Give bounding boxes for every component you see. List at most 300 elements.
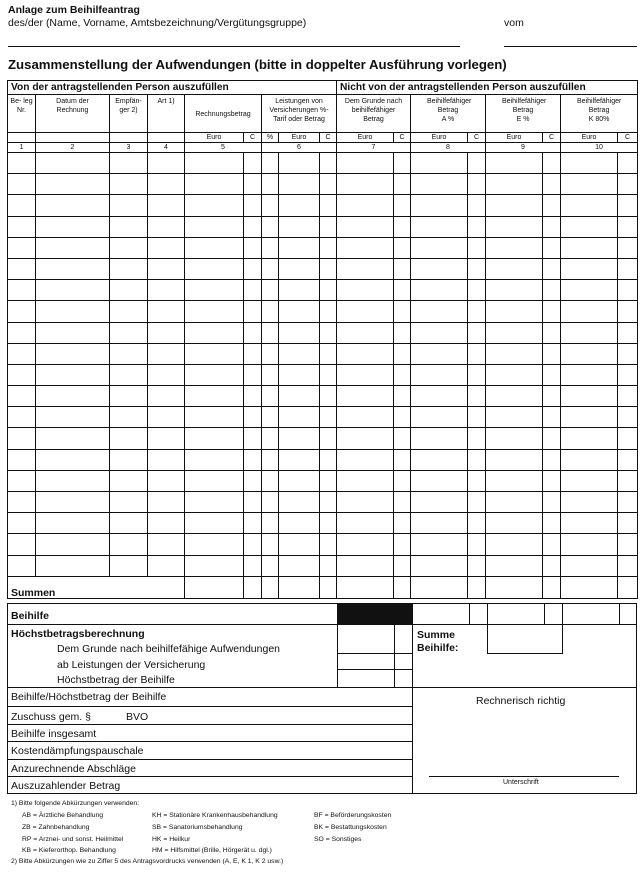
entry-cell[interactable]	[262, 153, 279, 174]
entry-cell[interactable]	[543, 237, 561, 258]
entry-cell[interactable]	[110, 407, 148, 428]
entry-cell[interactable]	[486, 301, 543, 322]
entry-cell[interactable]	[148, 280, 185, 301]
entry-cell[interactable]	[36, 280, 110, 301]
entry-cell[interactable]	[8, 555, 36, 576]
entry-cell[interactable]	[148, 513, 185, 534]
entry-cell[interactable]	[110, 195, 148, 216]
entry-cell[interactable]	[244, 258, 262, 279]
entry-cell[interactable]	[36, 343, 110, 364]
entry-cell[interactable]	[394, 280, 411, 301]
entry-cell[interactable]	[486, 174, 543, 195]
entry-cell[interactable]	[8, 343, 36, 364]
entry-cell[interactable]	[468, 258, 486, 279]
entry-cell[interactable]	[486, 237, 543, 258]
entry-cell[interactable]	[618, 237, 638, 258]
entry-cell[interactable]	[110, 492, 148, 513]
applicant-line[interactable]	[8, 46, 460, 47]
entry-cell[interactable]	[486, 280, 543, 301]
entry-cell[interactable]	[262, 449, 279, 470]
entry-cell[interactable]	[36, 555, 110, 576]
entry-cell[interactable]	[561, 449, 618, 470]
entry-cell[interactable]	[543, 492, 561, 513]
entry-cell[interactable]	[36, 195, 110, 216]
entry-cell[interactable]	[337, 470, 394, 491]
entry-cell[interactable]	[8, 258, 36, 279]
entry-cell[interactable]	[320, 513, 337, 534]
entry-cell[interactable]	[185, 216, 244, 237]
entry-cell[interactable]	[337, 216, 394, 237]
entry-cell[interactable]	[486, 428, 543, 449]
date-line[interactable]	[504, 46, 637, 47]
entry-cell[interactable]	[320, 343, 337, 364]
entry-cell[interactable]	[185, 322, 244, 343]
entry-cell[interactable]	[244, 555, 262, 576]
entry-cell[interactable]	[36, 237, 110, 258]
entry-cell[interactable]	[486, 386, 543, 407]
entry-cell[interactable]	[543, 364, 561, 385]
entry-cell[interactable]	[279, 301, 320, 322]
entry-cell[interactable]	[618, 470, 638, 491]
entry-cell[interactable]	[320, 555, 337, 576]
entry-cell[interactable]	[148, 322, 185, 343]
entry-cell[interactable]	[561, 216, 618, 237]
entry-cell[interactable]	[244, 343, 262, 364]
entry-cell[interactable]	[244, 322, 262, 343]
entry-cell[interactable]	[279, 470, 320, 491]
entry-cell[interactable]	[561, 386, 618, 407]
entry-cell[interactable]	[561, 343, 618, 364]
entry-cell[interactable]	[36, 153, 110, 174]
summen-cell[interactable]	[486, 576, 543, 598]
summen-cell[interactable]	[543, 576, 561, 598]
entry-cell[interactable]	[148, 174, 185, 195]
entry-cell[interactable]	[411, 301, 468, 322]
entry-cell[interactable]	[148, 534, 185, 555]
entry-cell[interactable]	[468, 322, 486, 343]
entry-cell[interactable]	[148, 216, 185, 237]
entry-cell[interactable]	[279, 449, 320, 470]
entry-cell[interactable]	[185, 492, 244, 513]
entry-cell[interactable]	[411, 195, 468, 216]
entry-cell[interactable]	[468, 343, 486, 364]
entry-cell[interactable]	[148, 153, 185, 174]
entry-cell[interactable]	[148, 555, 185, 576]
entry-cell[interactable]	[110, 449, 148, 470]
entry-cell[interactable]	[244, 301, 262, 322]
entry-cell[interactable]	[543, 301, 561, 322]
entry-cell[interactable]	[468, 364, 486, 385]
entry-cell[interactable]	[337, 280, 394, 301]
entry-cell[interactable]	[320, 407, 337, 428]
entry-cell[interactable]	[543, 513, 561, 534]
entry-cell[interactable]	[279, 153, 320, 174]
entry-cell[interactable]	[411, 513, 468, 534]
entry-cell[interactable]	[561, 513, 618, 534]
entry-cell[interactable]	[244, 364, 262, 385]
entry-cell[interactable]	[468, 386, 486, 407]
entry-cell[interactable]	[262, 174, 279, 195]
entry-cell[interactable]	[262, 470, 279, 491]
entry-cell[interactable]	[411, 153, 468, 174]
entry-cell[interactable]	[320, 258, 337, 279]
entry-cell[interactable]	[262, 364, 279, 385]
entry-cell[interactable]	[394, 386, 411, 407]
entry-cell[interactable]	[148, 470, 185, 491]
entry-cell[interactable]	[561, 407, 618, 428]
entry-cell[interactable]	[394, 492, 411, 513]
entry-cell[interactable]	[618, 428, 638, 449]
entry-cell[interactable]	[8, 470, 36, 491]
entry-cell[interactable]	[279, 364, 320, 385]
entry-cell[interactable]	[279, 555, 320, 576]
entry-cell[interactable]	[279, 280, 320, 301]
entry-cell[interactable]	[36, 174, 110, 195]
entry-cell[interactable]	[148, 301, 185, 322]
summe-beihilfe-box[interactable]	[487, 625, 563, 654]
entry-cell[interactable]	[543, 407, 561, 428]
entry-cell[interactable]	[244, 280, 262, 301]
entry-cell[interactable]	[543, 386, 561, 407]
entry-cell[interactable]	[411, 386, 468, 407]
entry-cell[interactable]	[561, 195, 618, 216]
entry-cell[interactable]	[279, 237, 320, 258]
summen-cell[interactable]	[337, 576, 394, 598]
entry-cell[interactable]	[279, 513, 320, 534]
summen-cell[interactable]	[468, 576, 486, 598]
entry-cell[interactable]	[468, 428, 486, 449]
entry-cell[interactable]	[8, 153, 36, 174]
entry-cell[interactable]	[36, 492, 110, 513]
entry-cell[interactable]	[543, 428, 561, 449]
entry-cell[interactable]	[337, 449, 394, 470]
entry-cell[interactable]	[320, 322, 337, 343]
entry-cell[interactable]	[618, 301, 638, 322]
entry-cell[interactable]	[411, 343, 468, 364]
entry-cell[interactable]	[110, 513, 148, 534]
entry-cell[interactable]	[411, 237, 468, 258]
entry-cell[interactable]	[36, 513, 110, 534]
entry-cell[interactable]	[262, 322, 279, 343]
entry-cell[interactable]	[279, 386, 320, 407]
entry-cell[interactable]	[411, 492, 468, 513]
entry-cell[interactable]	[8, 492, 36, 513]
entry-cell[interactable]	[543, 555, 561, 576]
entry-cell[interactable]	[8, 386, 36, 407]
entry-cell[interactable]	[185, 449, 244, 470]
entry-cell[interactable]	[618, 364, 638, 385]
entry-cell[interactable]	[394, 237, 411, 258]
entry-cell[interactable]	[262, 407, 279, 428]
entry-cell[interactable]	[262, 216, 279, 237]
entry-cell[interactable]	[411, 534, 468, 555]
entry-cell[interactable]	[148, 195, 185, 216]
entry-cell[interactable]	[337, 343, 394, 364]
entry-cell[interactable]	[411, 428, 468, 449]
entry-cell[interactable]	[618, 174, 638, 195]
entry-cell[interactable]	[185, 428, 244, 449]
entry-cell[interactable]	[8, 237, 36, 258]
entry-cell[interactable]	[279, 492, 320, 513]
entry-cell[interactable]	[486, 195, 543, 216]
entry-cell[interactable]	[337, 153, 394, 174]
entry-cell[interactable]	[337, 174, 394, 195]
entry-cell[interactable]	[411, 555, 468, 576]
entry-cell[interactable]	[320, 280, 337, 301]
entry-cell[interactable]	[110, 428, 148, 449]
entry-cell[interactable]	[8, 449, 36, 470]
summen-cell[interactable]	[394, 576, 411, 598]
entry-cell[interactable]	[411, 470, 468, 491]
entry-cell[interactable]	[8, 216, 36, 237]
entry-cell[interactable]	[185, 153, 244, 174]
entry-cell[interactable]	[394, 322, 411, 343]
entry-cell[interactable]	[36, 301, 110, 322]
entry-cell[interactable]	[618, 513, 638, 534]
summen-cell[interactable]	[244, 576, 262, 598]
entry-cell[interactable]	[543, 534, 561, 555]
entry-cell[interactable]	[486, 555, 543, 576]
entry-cell[interactable]	[8, 280, 36, 301]
entry-cell[interactable]	[618, 343, 638, 364]
entry-cell[interactable]	[262, 555, 279, 576]
entry-cell[interactable]	[394, 343, 411, 364]
entry-cell[interactable]	[320, 174, 337, 195]
entry-cell[interactable]	[394, 449, 411, 470]
entry-cell[interactable]	[244, 153, 262, 174]
entry-cell[interactable]	[244, 386, 262, 407]
entry-cell[interactable]	[320, 470, 337, 491]
entry-cell[interactable]	[394, 555, 411, 576]
entry-cell[interactable]	[244, 407, 262, 428]
entry-cell[interactable]	[8, 301, 36, 322]
entry-cell[interactable]	[337, 407, 394, 428]
summen-cell[interactable]	[185, 576, 244, 598]
entry-cell[interactable]	[618, 449, 638, 470]
summen-cell[interactable]	[320, 576, 337, 598]
entry-cell[interactable]	[262, 386, 279, 407]
entry-cell[interactable]	[185, 174, 244, 195]
entry-cell[interactable]	[262, 428, 279, 449]
entry-cell[interactable]	[468, 237, 486, 258]
entry-cell[interactable]	[618, 386, 638, 407]
entry-cell[interactable]	[262, 237, 279, 258]
entry-cell[interactable]	[486, 216, 543, 237]
entry-cell[interactable]	[468, 449, 486, 470]
entry-cell[interactable]	[337, 301, 394, 322]
entry-cell[interactable]	[185, 534, 244, 555]
signature-line[interactable]	[429, 776, 619, 777]
entry-cell[interactable]	[337, 237, 394, 258]
entry-cell[interactable]	[110, 280, 148, 301]
entry-cell[interactable]	[110, 258, 148, 279]
entry-cell[interactable]	[543, 280, 561, 301]
entry-cell[interactable]	[468, 280, 486, 301]
entry-cell[interactable]	[8, 322, 36, 343]
entry-cell[interactable]	[394, 216, 411, 237]
entry-cell[interactable]	[337, 258, 394, 279]
entry-cell[interactable]	[244, 216, 262, 237]
entry-cell[interactable]	[185, 555, 244, 576]
entry-cell[interactable]	[36, 386, 110, 407]
entry-cell[interactable]	[262, 492, 279, 513]
entry-cell[interactable]	[394, 195, 411, 216]
entry-cell[interactable]	[468, 216, 486, 237]
entry-cell[interactable]	[262, 534, 279, 555]
entry-cell[interactable]	[561, 237, 618, 258]
entry-cell[interactable]	[468, 195, 486, 216]
entry-cell[interactable]	[320, 428, 337, 449]
entry-cell[interactable]	[618, 555, 638, 576]
entry-cell[interactable]	[185, 301, 244, 322]
entry-cell[interactable]	[394, 174, 411, 195]
entry-cell[interactable]	[244, 174, 262, 195]
entry-cell[interactable]	[618, 153, 638, 174]
entry-cell[interactable]	[262, 513, 279, 534]
entry-cell[interactable]	[148, 428, 185, 449]
entry-cell[interactable]	[36, 449, 110, 470]
summen-cell[interactable]	[561, 576, 618, 598]
entry-cell[interactable]	[561, 428, 618, 449]
entry-cell[interactable]	[486, 322, 543, 343]
entry-cell[interactable]	[394, 301, 411, 322]
entry-cell[interactable]	[468, 407, 486, 428]
entry-cell[interactable]	[561, 492, 618, 513]
entry-cell[interactable]	[148, 364, 185, 385]
entry-cell[interactable]	[486, 534, 543, 555]
entry-cell[interactable]	[337, 322, 394, 343]
entry-cell[interactable]	[110, 301, 148, 322]
entry-cell[interactable]	[320, 195, 337, 216]
entry-cell[interactable]	[8, 534, 36, 555]
entry-cell[interactable]	[262, 280, 279, 301]
entry-cell[interactable]	[185, 513, 244, 534]
entry-cell[interactable]	[36, 428, 110, 449]
entry-cell[interactable]	[244, 470, 262, 491]
entry-cell[interactable]	[110, 174, 148, 195]
entry-cell[interactable]	[618, 322, 638, 343]
entry-cell[interactable]	[279, 174, 320, 195]
entry-cell[interactable]	[543, 174, 561, 195]
entry-cell[interactable]	[543, 470, 561, 491]
entry-cell[interactable]	[320, 492, 337, 513]
entry-cell[interactable]	[486, 258, 543, 279]
entry-cell[interactable]	[411, 280, 468, 301]
entry-cell[interactable]	[411, 216, 468, 237]
entry-cell[interactable]	[394, 470, 411, 491]
entry-cell[interactable]	[561, 470, 618, 491]
entry-cell[interactable]	[618, 280, 638, 301]
entry-cell[interactable]	[262, 301, 279, 322]
entry-cell[interactable]	[279, 195, 320, 216]
entry-cell[interactable]	[185, 237, 244, 258]
entry-cell[interactable]	[110, 153, 148, 174]
entry-cell[interactable]	[244, 513, 262, 534]
entry-cell[interactable]	[148, 492, 185, 513]
entry-cell[interactable]	[486, 492, 543, 513]
entry-cell[interactable]	[411, 364, 468, 385]
entry-cell[interactable]	[468, 153, 486, 174]
entry-cell[interactable]	[262, 195, 279, 216]
entry-cell[interactable]	[337, 555, 394, 576]
entry-cell[interactable]	[337, 428, 394, 449]
entry-cell[interactable]	[337, 195, 394, 216]
entry-cell[interactable]	[618, 534, 638, 555]
entry-cell[interactable]	[411, 322, 468, 343]
entry-cell[interactable]	[8, 513, 36, 534]
summen-cell[interactable]	[262, 576, 279, 598]
entry-cell[interactable]	[8, 195, 36, 216]
entry-cell[interactable]	[320, 237, 337, 258]
entry-cell[interactable]	[110, 322, 148, 343]
entry-cell[interactable]	[486, 343, 543, 364]
entry-cell[interactable]	[8, 407, 36, 428]
entry-cell[interactable]	[486, 153, 543, 174]
entry-cell[interactable]	[110, 470, 148, 491]
entry-cell[interactable]	[110, 364, 148, 385]
entry-cell[interactable]	[244, 428, 262, 449]
entry-cell[interactable]	[244, 195, 262, 216]
entry-cell[interactable]	[561, 364, 618, 385]
entry-cell[interactable]	[320, 534, 337, 555]
entry-cell[interactable]	[279, 407, 320, 428]
entry-cell[interactable]	[36, 407, 110, 428]
entry-cell[interactable]	[337, 386, 394, 407]
entry-cell[interactable]	[543, 216, 561, 237]
entry-cell[interactable]	[468, 513, 486, 534]
entry-cell[interactable]	[110, 237, 148, 258]
entry-cell[interactable]	[618, 258, 638, 279]
entry-cell[interactable]	[8, 364, 36, 385]
entry-cell[interactable]	[320, 364, 337, 385]
entry-cell[interactable]	[185, 258, 244, 279]
entry-cell[interactable]	[561, 322, 618, 343]
entry-cell[interactable]	[561, 153, 618, 174]
entry-cell[interactable]	[36, 258, 110, 279]
entry-cell[interactable]	[543, 343, 561, 364]
entry-cell[interactable]	[543, 322, 561, 343]
entry-cell[interactable]	[8, 428, 36, 449]
entry-cell[interactable]	[394, 534, 411, 555]
entry-cell[interactable]	[279, 322, 320, 343]
entry-cell[interactable]	[618, 195, 638, 216]
entry-cell[interactable]	[486, 513, 543, 534]
summen-cell[interactable]	[411, 576, 468, 598]
entry-cell[interactable]	[394, 407, 411, 428]
entry-cell[interactable]	[185, 407, 244, 428]
entry-cell[interactable]	[110, 216, 148, 237]
entry-cell[interactable]	[320, 449, 337, 470]
entry-cell[interactable]	[148, 237, 185, 258]
entry-cell[interactable]	[110, 343, 148, 364]
entry-cell[interactable]	[543, 195, 561, 216]
entry-cell[interactable]	[262, 258, 279, 279]
entry-cell[interactable]	[486, 470, 543, 491]
entry-cell[interactable]	[394, 428, 411, 449]
entry-cell[interactable]	[337, 492, 394, 513]
entry-cell[interactable]	[185, 470, 244, 491]
entry-cell[interactable]	[110, 534, 148, 555]
entry-cell[interactable]	[279, 216, 320, 237]
entry-cell[interactable]	[561, 280, 618, 301]
entry-cell[interactable]	[486, 364, 543, 385]
entry-cell[interactable]	[411, 174, 468, 195]
entry-cell[interactable]	[185, 343, 244, 364]
entry-cell[interactable]	[561, 555, 618, 576]
entry-cell[interactable]	[279, 258, 320, 279]
entry-cell[interactable]	[36, 364, 110, 385]
entry-cell[interactable]	[148, 407, 185, 428]
